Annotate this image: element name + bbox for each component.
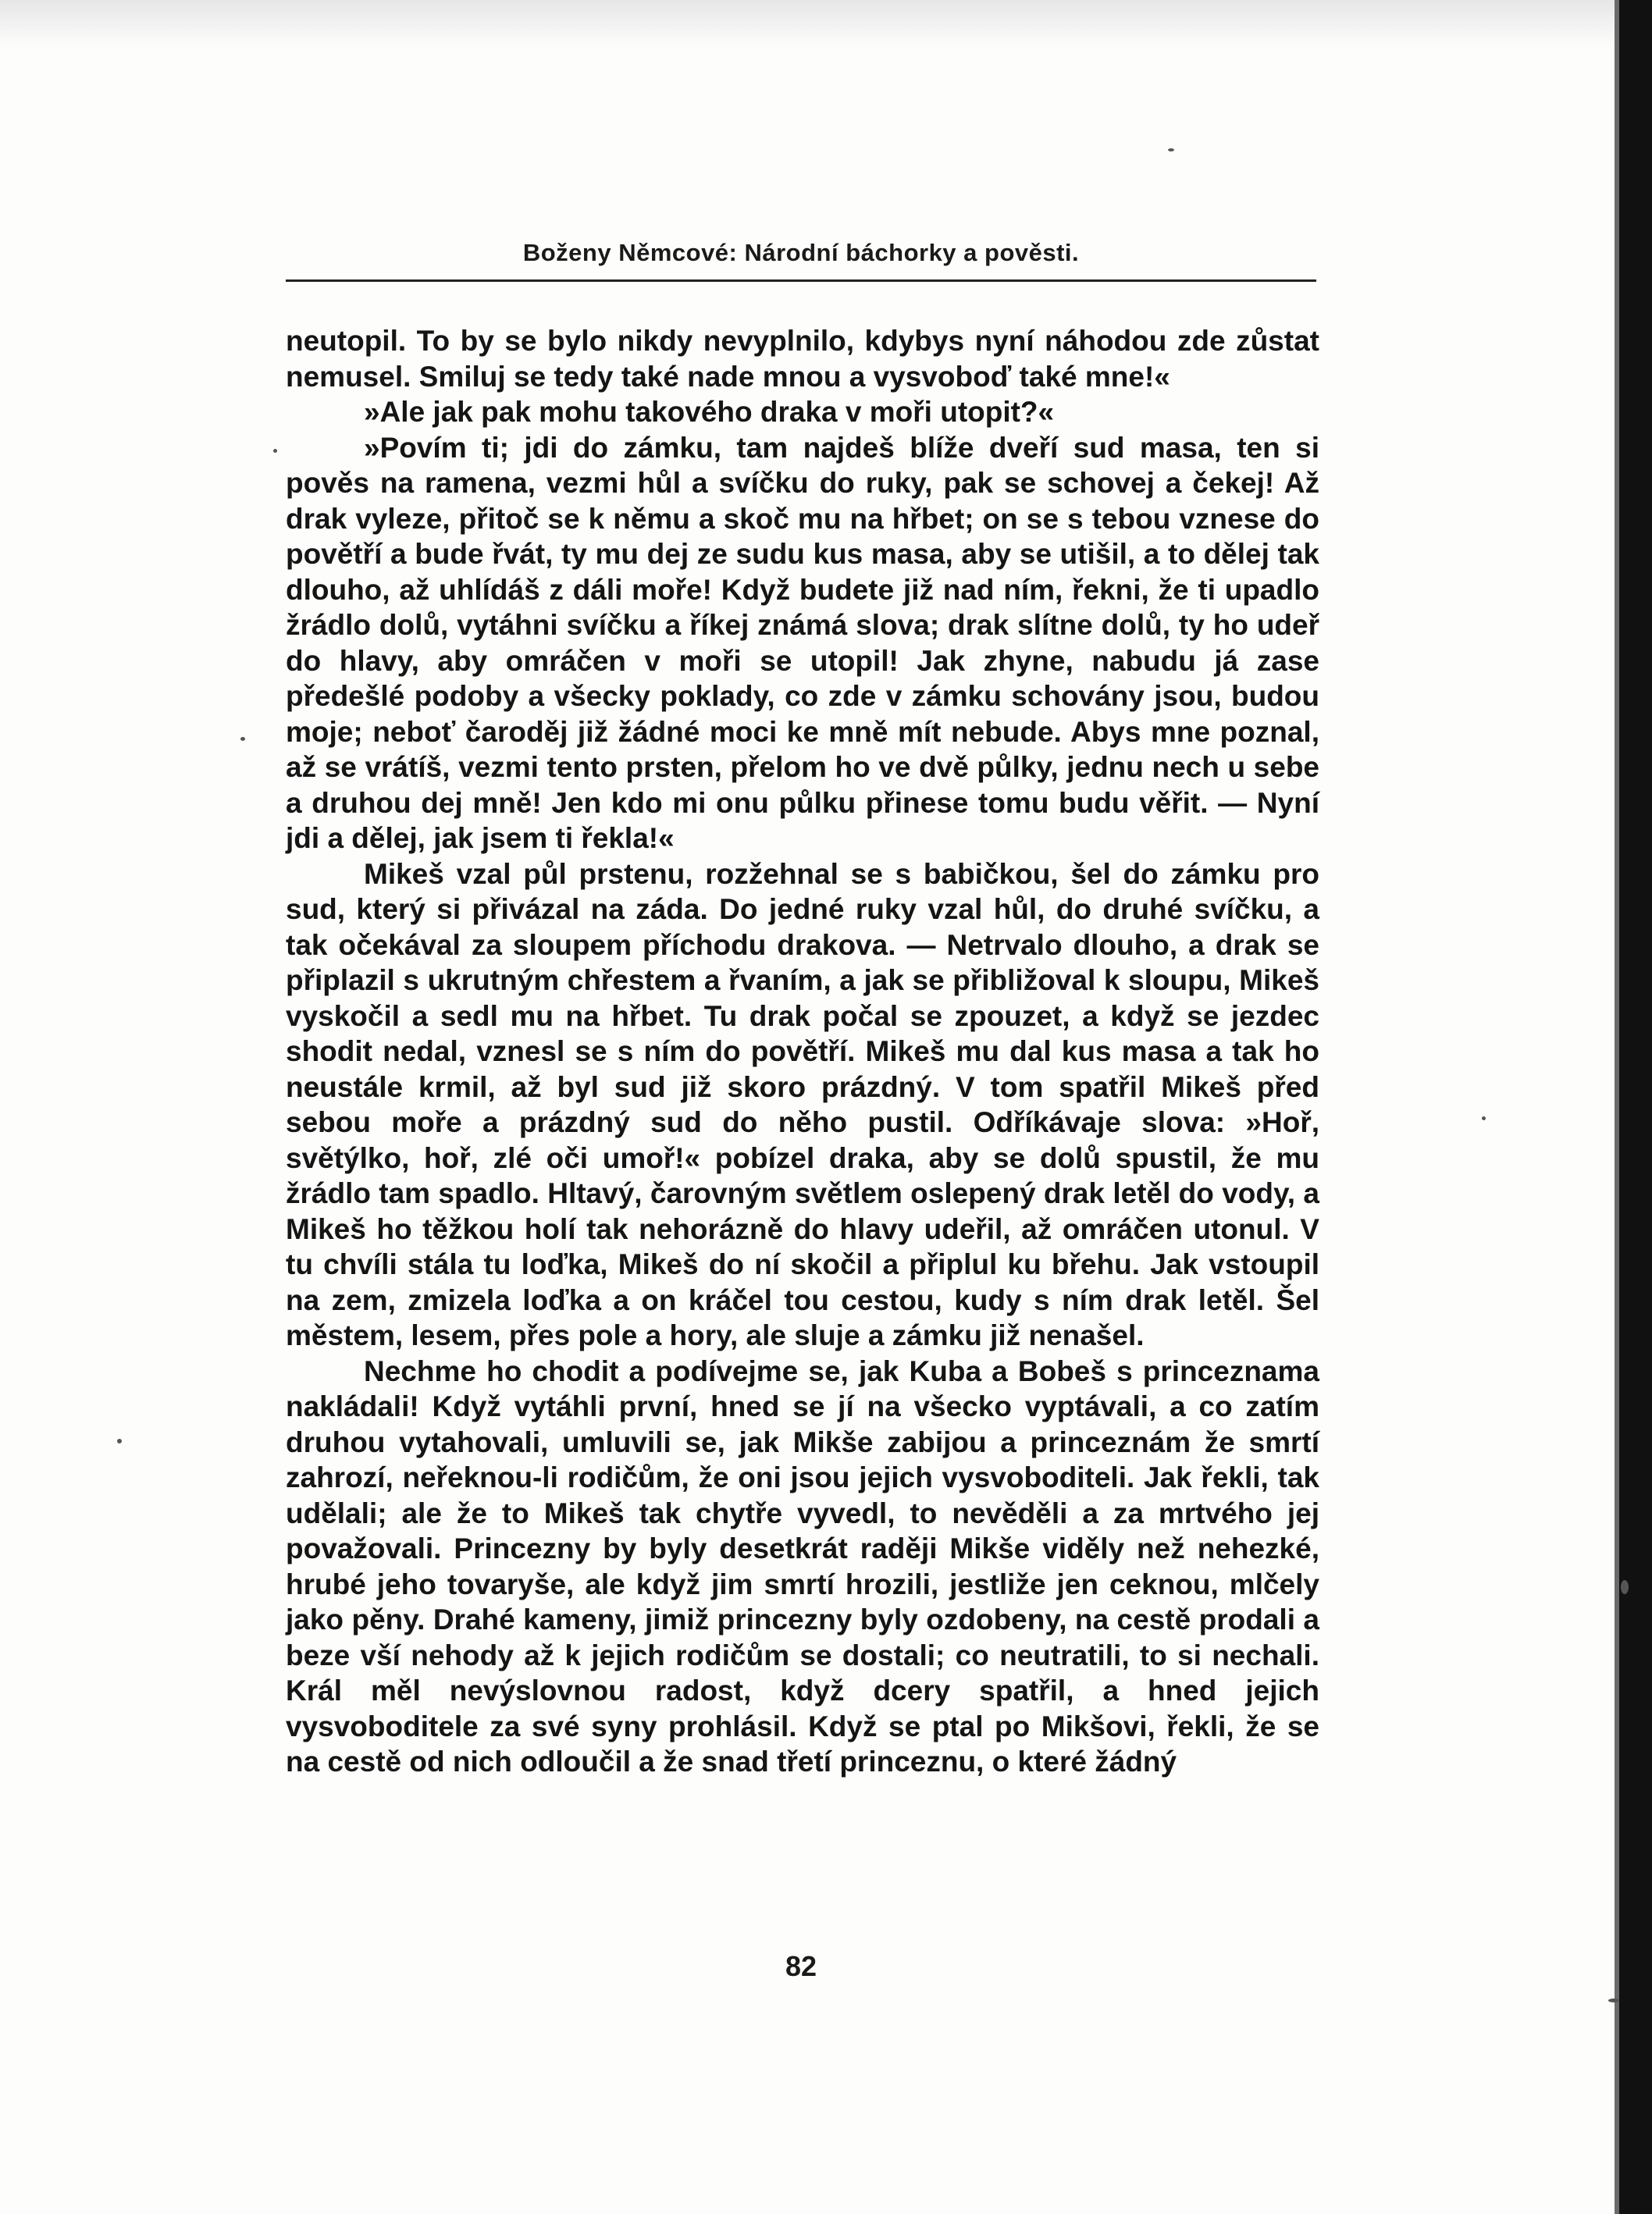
- scan-speck: [1168, 148, 1174, 151]
- scan-speck: [240, 737, 245, 741]
- scan-edge-dark: [1619, 0, 1652, 2214]
- body-text: [286, 323, 1319, 1780]
- paragraph: Mikeš vzal půl prstenu, rozžehnal se s babičkou, šel do zámku pro sud, který si přivázal na záda. Do jedné ruky vzal hůl, do druhé svíčku, a tak očekával za sloupem příchodu drakova. — Netrvalo dlouho, a drak se připlazil s ukrutným chřestem a řvaním, a jak se přibližoval k sloupu, Mikeš vyskočil a sedl mu na hřbet. Tu drak počal se zpouzet, a když se jezdec shodit nedal, vznesl se s ním do povětří. Mikeš mu dal kus masa a tak ho neustále krmil, až byl sud již skoro prázdný. V tom spatřil Mikeš před sebou moře a prázdný sud do něho pustil. Odříkávaje slova: »Hoř, světýlko, hoř, zlé oči umoř!« pobízel draka, aby se dolů spustil, že mu žrádlo tam spadlo. Hltavý, čarovným světlem oslepený drak letěl do vody, a Mikeš ho těžkou holí tak nehorázně do hlavy udeřil, až omráčen utonul. V tu chvíli stála tu loďka, Mikeš do ní skočil a připlul ku břehu. Jak vstoupil na zem, zmizela loďka a on kráčel tou cestou, kudy s ním drak letěl. Šel městem, lesem, přes pole a hory, ale sluje a zámku již nenašel.: [286, 857, 1319, 1351]
- scan-speck: [1608, 1999, 1619, 2002]
- paragraph: »Povím ti; jdi do zámku, tam najdeš blíže dveří sud masa, ten si pověs na ramena, vezmi hůl a svíčku do ruky, pak se schovej a čekej! Až drak vyleze, přitoč se k němu a skoč mu na hřbet; on se s tebou vznese do povětří a bude řvát, ty mu dej ze sudu kus masa, aby se utišil, a to dělej tak dlouho, až uhlídáš z dáli moře! Když budete již nad ním, řekni, že ti upadlo žrádlo dolů, vytáhni svíčku a říkej známá slova; drak slítne dolů, ty ho udeř do hlavy, aby omráčen v moři se utopil! Jak zhyne, nabudu já zase předešlé podoby a všecky poklady, co zde v zámku schovány jsou, budou moje; neboť čaroděj již žádné moci ke mně mít nebude. Abys mne poznal, až se vrátíš, vezmi tento prsten, přelom ho ve dvě půlky, jednu nech u sebe a druhou dej mně! Jen kdo mi onu půlku přinese tomu budu věřit. — Nyní jdi a dělej, jak jsem ti řekla!«: [286, 431, 1319, 854]
- scan-speck: [117, 1439, 122, 1443]
- scan-shadow: [0, 0, 1616, 47]
- scan-speck: [1621, 1580, 1629, 1594]
- header-rule: [286, 279, 1316, 282]
- scan-speck: [1482, 1116, 1486, 1120]
- paragraph: Nechme ho chodit a podívejme se, jak Kuba a Bobeš s princeznama nakládali! Když vytáhli první, hned se jí na všecko vyptávali, a co zatím druhou vytahovali, umluvili se, jak Mikše zabijou a princeznám že smrtí zahrozí, neřeknou-li rodičům, že oni jsou jejich vysvoboditeli. Jak řekli, tak udělali; ale že to Mikeš tak chytře vyvedl, to nevěděli a za mrtvého jej považovali. Princezny by byly desetkrát raději Mikše viděly než nehezké, hrubé jeho tovaryše, ale když jim smrtí hrozili, jestliže jen ceknou, mlčely jako pěny. Drahé kameny, jimiž princezny byly ozdobeny, na cestě prodali a beze vší nehody až k jejich rodičům se dostali; co neutratili, to si nechali. Král měl nevýslovnou radost, když dcery spatřil, a hned jejich vysvoboditele za své syny prohlásil. Když se ptal po Mikšovi, řekli, že se na cestě od nich odloučil a že snad třetí princeznu, o které žádný: [286, 1354, 1319, 1778]
- running-header: Boženy Němcové: Národní báchorky a pověsti.: [522, 239, 1080, 266]
- page-number: 82: [785, 1950, 817, 1982]
- paragraph: neutopil. To by se bylo nikdy nevyplnilo, kdybys nyní náhodou zde zůstat nemusel. Smiluj se tedy také nade mnou a vysvoboď také mne!«: [286, 325, 1319, 393]
- paragraph: »Ale jak pak mohu takového draka v moři utopit?«: [364, 396, 1055, 428]
- scan-speck: [273, 449, 277, 453]
